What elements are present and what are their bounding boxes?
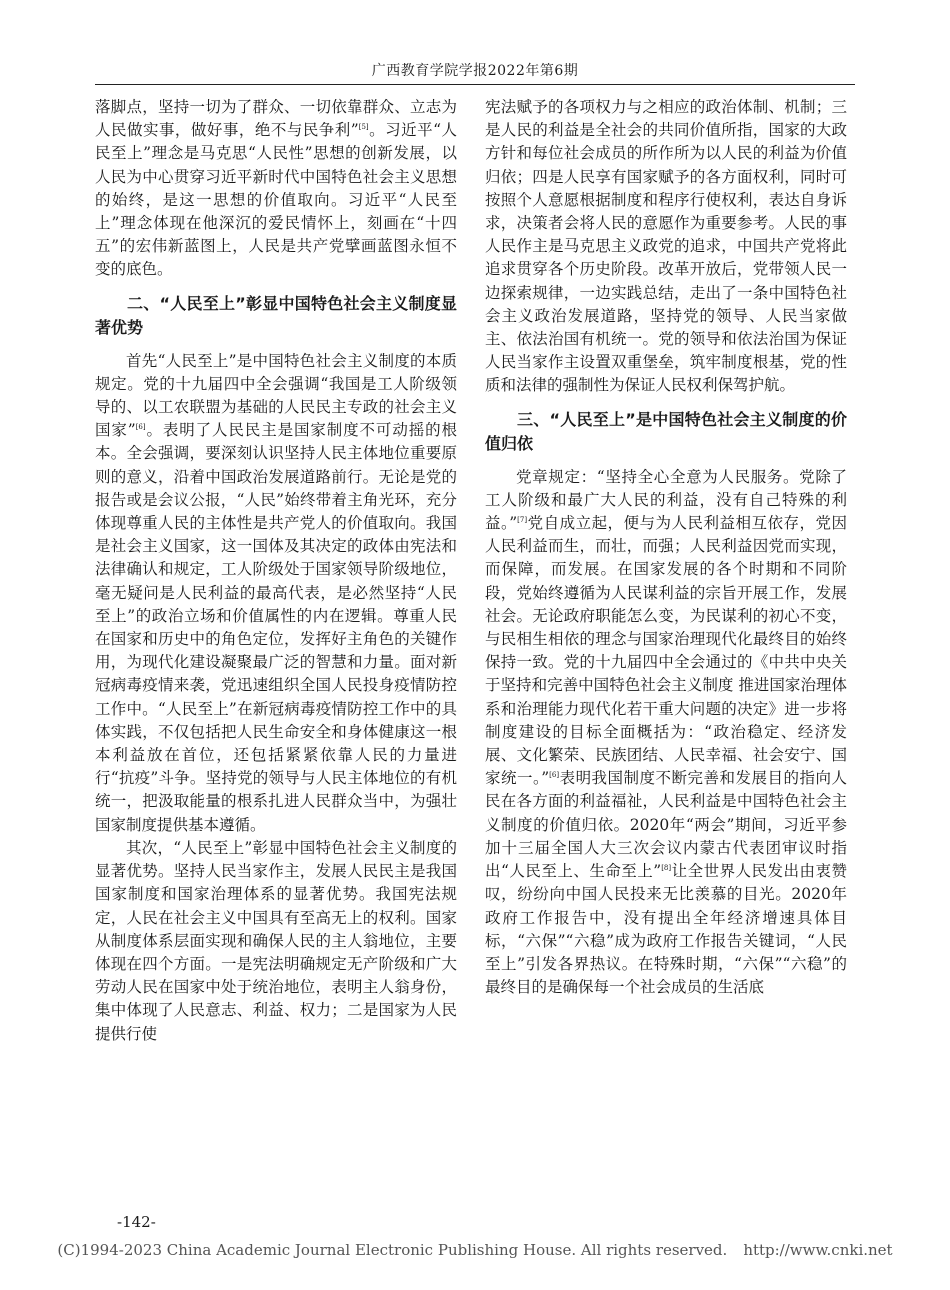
text: 首先“人民至上”是中国特色社会主义制度的本质规定。党的十九届四中全会强调“我国是工人阶级领导的、以工农联盟为基础的人民民主专政的社会主义国家” bbox=[95, 351, 457, 440]
citation: [5] bbox=[358, 123, 369, 132]
citation: [6] bbox=[549, 771, 560, 780]
text: 表明我国制度不断完善和发展目的指向人民在各方面的利益福祉，人民利益是中国特色社会主义制度的价值归依。2020年“两会”期间，习近平参加十三届全国人大三次会议内蒙古代表团审议时指出“人民至上、生命至上” bbox=[485, 769, 847, 881]
text: 让全世界人民发出由衷赞叹，纷纷向中国人民投来无比羡慕的目光。2020年政府工作报告中，没有提出全年经济增速具体目标，“六保”“六稳”成为政府工作报告关键词，“人民至上”引发各界热议。在特殊时期，“六保”“六稳”的最终目的是确保每一个社会成员的生活底 bbox=[485, 862, 847, 997]
footer-link[interactable]: http://www.cnki.net bbox=[743, 1241, 893, 1259]
paragraph bbox=[95, 96, 457, 282]
page-number: -142- bbox=[117, 1213, 156, 1231]
text: 党自成立起，便与为人民利益相互依存，党因人民利益而生，而壮，而强；人民利益因党而实现，而保障，而发展。在国家发展的各个时期和不同阶段，党始终遵循为人民谋利益的宗旨开展工作，发展社会。无论政府职能怎么变，为民谋利的初心不变，与民相生相依的理念与国家治理现代化最终目的始终保持一致。党的十九届四中全会通过的《中共中央关于坚持和完善中国特色社会主义制度 推进国家治理体系和治理能力现代化若干重大问题的决定》进一步将制度建设的目标全面概括为：“政治稳定、经济发展、文化繁荣、民族团结、人民幸福、社会安宁、国家统一。” bbox=[485, 514, 847, 788]
running-header: 广西教育学院学报2022年第6期 bbox=[371, 63, 579, 79]
text: 。表明了人民民主是国家制度不可动摇的根本。全会强调，要深刻认识坚持人民主体地位重要原则的意义，沿着中国政治发展道路前行。无论是党的报告或是会议公报，“人民”始终带着主角光环，充分体现尊重人民的主体性是共产党人的价值取向。我国是社会主义国家，这一国体及其决定的政体由宪法和法律确认和规定，工人阶级处于国家领导阶级地位，毫无疑问是人民利益的最高代表，是必然坚持“人民至上”的政治立场和价值属性的内在逻辑。尊重人民在国家和历史中的角色定位，发挥好主角色的关键作用，为现代化建设凝聚最广泛的智慧和力量。面对新冠病毒疫情来袭，党迅速组织全国人民投身疫情防控工作中。“人民至上”在新冠病毒疫情防控工作中的具体实践，不仅包括把人民生命安全和身体健康这一根本利益放在首位，还包括紧紧依靠人民的力量进行“抗疫”斗争。坚持党的领导与人民主体地位的有机统一，把汲取能量的根系扎进人民群众当中，为强壮国家制度提供基本遵循。 bbox=[95, 421, 457, 834]
citation: [6] bbox=[135, 423, 146, 432]
copyright-notice: (C)1994-2023 China Academic Journal Electronic Publishing House. All rights reserved. bbox=[57, 1241, 728, 1259]
citation: [8] bbox=[661, 863, 672, 872]
text: 。习近平“人民至上”理念是马克思“人民性”思想的创新发展，以人民为中心贯穿习近平新时代中国特色社会主义思想的始终，是这一思想的价值取向。习近平“人民至上”理念体现在他深沉的爱民情怀上，刻画在“十四五”的宏伟新蓝图上，人民是共产党擘画蓝图永恒不变的底色。 bbox=[95, 121, 457, 279]
left-column bbox=[95, 96, 457, 1046]
paragraph bbox=[485, 466, 847, 1000]
footer bbox=[0, 1241, 950, 1259]
section-heading: 三、“人民至上”是中国特色社会主义制度的价值归依 bbox=[485, 409, 847, 453]
paragraph: 宪法赋予的各项权力与之相应的政治体制、机制；三是人民的利益是全社会的共同价值所指，国家的大政方针和每位社会成员的所作所为以人民的利益为价值归依；四是人民享有国家赋予的各方面权利，同时可按照个人意愿根据制度和程序行使权利，表达自身诉求，决策者会将人民的意愿作为重要参考。人民的事人民作主是马克思主义政党的追求，中国共产党将此追求贯穿各个历史阶段。改革开放后，党带领人民一边探索规律，一边实践总结，走出了一条中国特色社会主义政治发展道路，坚持党的领导、人民当家做主、依法治国有机统一。党的领导和依法治国为保证人民当家作主设置双重堡垒，筑牢制度根基，党的性质和法律的强制性为保证人民权利保驾护航。 bbox=[485, 98, 847, 395]
section-heading: 二、“人民至上”彰显中国特色社会主义制度显著优势 bbox=[95, 293, 457, 337]
text: 落脚点，坚持一切为了群众、一切依靠群众、立志为人民做实事，做好事，绝不与民争利” bbox=[95, 98, 457, 140]
right-column bbox=[485, 96, 847, 999]
paragraph: 其次，“人民至上”彰显中国特色社会主义制度的显著优势。坚持人民当家作主，发展人民民主是我国国家制度和国家治理体系的显著优势。我国宪法规定，人民在社会主义中国具有至高无上的权利。国家从制度体系层面实现和确保人民的主人翁地位，主要体现在四个方面。一是宪法明确规定无产阶级和广大劳动人民在国家中处于统治地位，表明主人翁身份，集中体现了人民意志、利益、权力；二是国家为人民提供行使 bbox=[95, 838, 457, 1043]
header-rule bbox=[95, 84, 855, 85]
paragraph bbox=[95, 350, 457, 837]
text: 党章规定：“坚持全心全意为人民服务。党除了工人阶级和最广大人民的利益，没有自己特殊的利益。” bbox=[485, 467, 847, 533]
citation: [7] bbox=[517, 515, 528, 524]
